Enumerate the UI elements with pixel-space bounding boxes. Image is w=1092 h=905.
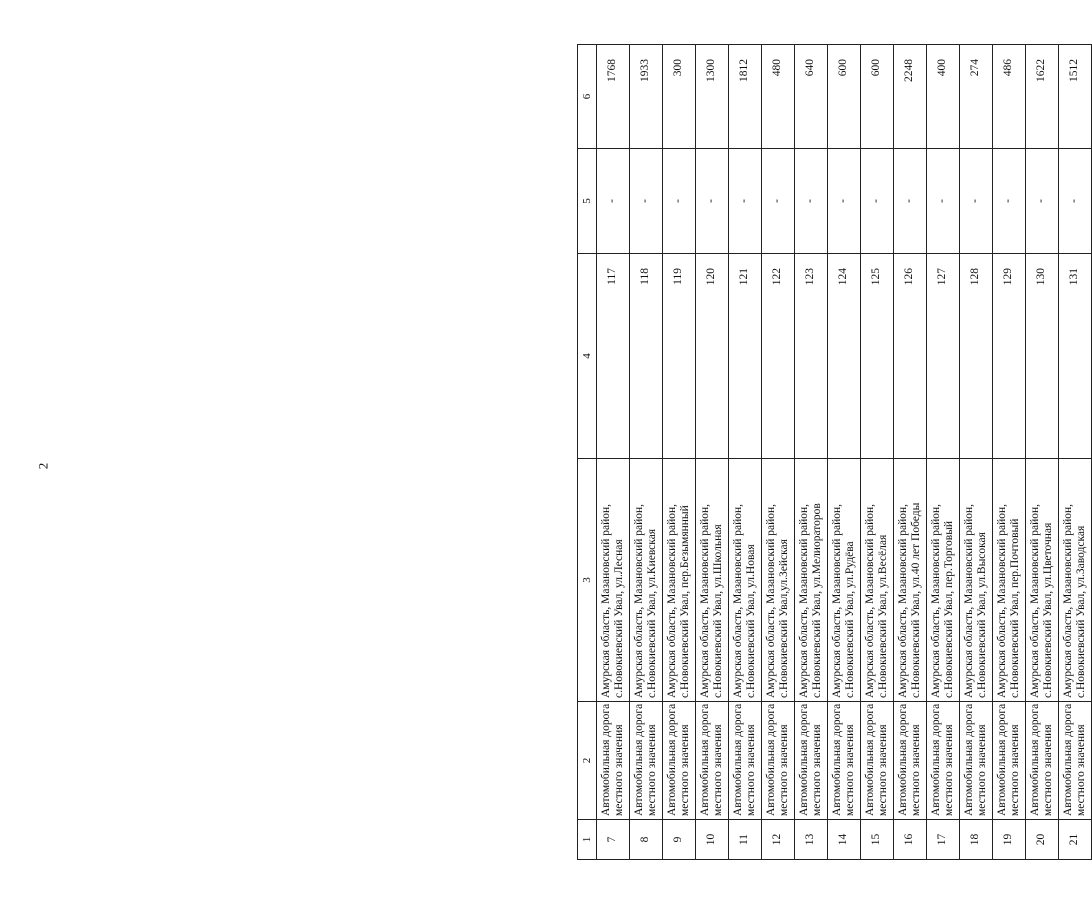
column-5-cell bbox=[927, 149, 960, 254]
road-name-cell-text: Автомобильная дорога bbox=[929, 703, 942, 816]
column-4-cell-text: 119 bbox=[672, 268, 685, 285]
table-row bbox=[663, 45, 696, 860]
table-row bbox=[1026, 45, 1059, 860]
address-cell-text: Амурская область, Мазановский район, bbox=[632, 503, 645, 698]
column-6-cell bbox=[894, 45, 927, 149]
column-6-cell-text: 274 bbox=[969, 59, 982, 77]
row-number-cell-text: 13 bbox=[804, 833, 817, 846]
column-6-cell-text: 1933 bbox=[639, 59, 652, 82]
row-number-cell-text: 17 bbox=[936, 833, 949, 846]
column-4-cell-text: 125 bbox=[870, 268, 883, 286]
column-5-cell bbox=[894, 149, 927, 254]
address-cell-text: с.Новокиевский Увал, ул.Школьная bbox=[712, 524, 724, 698]
column-5-cell-text: - bbox=[639, 199, 652, 203]
table-row bbox=[861, 45, 894, 860]
column-4-cell-text: 127 bbox=[936, 268, 949, 286]
row-number-cell-text: 9 bbox=[672, 836, 685, 843]
road-name-cell-text: местного значения bbox=[712, 724, 724, 816]
column-5-cell-text: - bbox=[903, 199, 916, 203]
row-number-cell-text: 7 bbox=[606, 836, 619, 843]
table-row bbox=[894, 45, 927, 860]
column-4-cell-text: 117 bbox=[606, 268, 619, 285]
road-name-cell-text: местного значения bbox=[745, 724, 757, 816]
column-5-cell bbox=[861, 149, 894, 254]
road-name-cell-text: местного значения bbox=[943, 724, 955, 816]
road-name-cell-text: Автомобильная дорога bbox=[863, 703, 876, 816]
road-name-cell bbox=[894, 702, 927, 820]
row-number-cell bbox=[1026, 820, 1059, 860]
column-header-2: 2 bbox=[578, 702, 597, 820]
table-row bbox=[828, 45, 861, 860]
column-6-cell-text: 1622 bbox=[1035, 59, 1048, 82]
road-name-cell-text: Автомобильная дорога bbox=[1061, 703, 1074, 816]
column-6-cell bbox=[729, 45, 762, 149]
address-cell-text: с.Новокиевский Увал, пер.Безымянный bbox=[679, 505, 691, 698]
column-5-cell-text: - bbox=[1002, 199, 1015, 203]
column-4-cell bbox=[696, 254, 729, 459]
road-name-cell-text: Автомобильная дорога bbox=[764, 703, 777, 816]
column-6-cell-text: 1812 bbox=[738, 59, 751, 82]
road-name-cell bbox=[993, 702, 1026, 820]
row-number-cell-text: 11 bbox=[738, 833, 751, 846]
address-cell-text: с.Новокиевский Увал, ул.Мелиораторов bbox=[811, 503, 823, 698]
address-cell-text: с.Новокиевский Увал,ул.Зейская bbox=[778, 539, 790, 698]
address-cell bbox=[993, 459, 1026, 702]
address-cell-text: Амурская область, Мазановский район, bbox=[764, 503, 777, 698]
address-cell bbox=[894, 459, 927, 702]
row-number-cell bbox=[630, 820, 663, 860]
column-4-cell-text: 123 bbox=[804, 268, 817, 286]
road-name-cell bbox=[696, 702, 729, 820]
column-5-cell-text: - bbox=[837, 199, 850, 203]
row-number-cell bbox=[597, 820, 630, 860]
road-name-cell bbox=[795, 702, 828, 820]
road-name-cell-text: местного значения bbox=[679, 724, 691, 816]
column-5-cell bbox=[795, 149, 828, 254]
column-5-cell bbox=[762, 149, 795, 254]
row-number-cell-text: 15 bbox=[870, 833, 883, 846]
column-4-cell-text: 120 bbox=[705, 268, 718, 286]
address-cell-text: с.Новокиевский Увал, пер.Торговый bbox=[943, 520, 955, 698]
table-row bbox=[597, 45, 630, 860]
road-name-cell-text: местного значения bbox=[1042, 724, 1054, 816]
address-cell-text: с.Новокиевский Увал, ул.40 лет Победы bbox=[910, 502, 922, 698]
road-name-cell-text: местного значения bbox=[613, 724, 625, 816]
column-5-cell-text: - bbox=[1068, 199, 1081, 203]
column-6-cell bbox=[630, 45, 663, 149]
road-name-cell bbox=[630, 702, 663, 820]
address-cell-text: с.Новокиевский Увал, ул.Заводская bbox=[1075, 525, 1087, 698]
table-header bbox=[578, 45, 597, 860]
column-6-cell bbox=[1059, 45, 1092, 149]
column-4-cell bbox=[861, 254, 894, 459]
table-row bbox=[729, 45, 762, 860]
road-name-cell bbox=[762, 702, 795, 820]
page-number: 2 bbox=[35, 462, 51, 470]
column-5-cell-text: - bbox=[936, 199, 949, 203]
column-4-cell-text: 129 bbox=[1002, 268, 1015, 286]
row-number-cell-text: 20 bbox=[1035, 833, 1048, 846]
road-name-cell bbox=[597, 702, 630, 820]
column-5-cell bbox=[630, 149, 663, 254]
column-4-cell bbox=[597, 254, 630, 459]
road-name-cell bbox=[1059, 702, 1092, 820]
table-row bbox=[696, 45, 729, 860]
column-6-cell bbox=[861, 45, 894, 149]
column-4-cell-text: 128 bbox=[969, 268, 982, 286]
road-name-cell-text: местного значения bbox=[877, 724, 889, 816]
row-number-cell bbox=[696, 820, 729, 860]
road-name-cell-text: Автомобильная дорога bbox=[797, 703, 810, 816]
address-cell bbox=[597, 459, 630, 702]
row-number-cell bbox=[861, 820, 894, 860]
column-6-cell bbox=[696, 45, 729, 149]
column-4-cell-text: 126 bbox=[903, 268, 916, 286]
road-name-cell bbox=[861, 702, 894, 820]
address-cell-text: Амурская область, Мазановский район, bbox=[665, 503, 678, 698]
road-name-cell bbox=[663, 702, 696, 820]
address-cell-text: с.Новокиевский Увал, ул.Высокая bbox=[976, 532, 988, 698]
address-cell-text: с.Новокиевский Увал, ул.Новая bbox=[745, 544, 757, 698]
table-row bbox=[993, 45, 1026, 860]
table-row bbox=[960, 45, 993, 860]
row-number-cell-text: 12 bbox=[771, 833, 784, 846]
column-5-cell bbox=[1026, 149, 1059, 254]
registry-table bbox=[577, 44, 1092, 860]
column-5-cell bbox=[729, 149, 762, 254]
table-row bbox=[795, 45, 828, 860]
column-6-cell bbox=[993, 45, 1026, 149]
column-4-cell-text: 118 bbox=[639, 268, 652, 285]
column-6-cell bbox=[960, 45, 993, 149]
road-name-cell-text: Автомобильная дорога bbox=[962, 703, 975, 816]
address-cell-text: с.Новокиевский Увал, ул.Лесная bbox=[613, 539, 625, 698]
address-cell bbox=[1059, 459, 1092, 702]
column-6-cell bbox=[927, 45, 960, 149]
address-cell bbox=[729, 459, 762, 702]
column-6-cell-text: 486 bbox=[1002, 59, 1015, 77]
column-6-cell-text: 640 bbox=[804, 59, 817, 77]
column-5-cell-text: - bbox=[672, 199, 685, 203]
row-number-cell bbox=[828, 820, 861, 860]
column-header-6: 6 bbox=[578, 45, 597, 149]
address-cell bbox=[1026, 459, 1059, 702]
road-name-cell bbox=[960, 702, 993, 820]
column-5-cell-text: - bbox=[804, 199, 817, 203]
column-5-cell bbox=[663, 149, 696, 254]
row-number-cell bbox=[663, 820, 696, 860]
column-6-cell-text: 1300 bbox=[705, 59, 718, 82]
column-5-cell bbox=[1059, 149, 1092, 254]
road-name-cell bbox=[729, 702, 762, 820]
row-number-cell bbox=[894, 820, 927, 860]
address-cell-text: Амурская область, Мазановский район, bbox=[698, 503, 711, 698]
road-name-cell-text: местного значения bbox=[844, 724, 856, 816]
column-6-cell-text: 1768 bbox=[606, 59, 619, 82]
table-row bbox=[927, 45, 960, 860]
road-name-cell-text: Автомобильная дорога bbox=[1028, 703, 1041, 816]
column-6-cell-text: 600 bbox=[837, 59, 850, 77]
address-cell bbox=[630, 459, 663, 702]
road-name-cell-text: местного значения bbox=[646, 724, 658, 816]
address-cell bbox=[828, 459, 861, 702]
address-cell-text: Амурская область, Мазановский район, bbox=[896, 503, 909, 698]
column-6-cell bbox=[795, 45, 828, 149]
column-5-cell bbox=[696, 149, 729, 254]
address-cell bbox=[927, 459, 960, 702]
road-name-cell-text: Автомобильная дорога bbox=[995, 703, 1008, 816]
address-cell-text: с.Новокиевский Увал, ул.Весёлая bbox=[877, 534, 889, 698]
column-header-1: 1 bbox=[578, 820, 597, 860]
column-5-cell bbox=[597, 149, 630, 254]
table-row bbox=[762, 45, 795, 860]
address-cell-text: Амурская область, Мазановский район, bbox=[962, 503, 975, 698]
column-4-cell bbox=[762, 254, 795, 459]
column-4-cell bbox=[960, 254, 993, 459]
column-4-cell bbox=[1059, 254, 1092, 459]
column-6-cell-text: 400 bbox=[936, 59, 949, 77]
column-5-cell bbox=[960, 149, 993, 254]
column-4-cell-text: 130 bbox=[1035, 268, 1048, 286]
address-cell-text: Амурская область, Мазановский район, bbox=[797, 503, 810, 698]
address-cell bbox=[795, 459, 828, 702]
row-number-cell bbox=[762, 820, 795, 860]
row-number-cell bbox=[960, 820, 993, 860]
row-number-cell-text: 18 bbox=[969, 833, 982, 846]
road-name-cell bbox=[828, 702, 861, 820]
column-4-cell bbox=[927, 254, 960, 459]
column-header-5: 5 bbox=[578, 149, 597, 254]
column-4-cell bbox=[729, 254, 762, 459]
column-5-cell-text: - bbox=[606, 199, 619, 203]
address-cell-text: Амурская область, Мазановский район, bbox=[1061, 503, 1074, 698]
table-row bbox=[630, 45, 663, 860]
column-4-cell-text: 121 bbox=[738, 268, 751, 286]
address-cell-text: Амурская область, Мазановский район, bbox=[599, 503, 612, 698]
column-4-cell-text: 124 bbox=[837, 268, 850, 286]
row-number-cell-text: 16 bbox=[903, 833, 916, 846]
table-body bbox=[597, 45, 1092, 860]
road-name-cell-text: местного значения bbox=[1009, 724, 1021, 816]
column-4-cell bbox=[828, 254, 861, 459]
column-6-cell-text: 1512 bbox=[1068, 59, 1081, 82]
row-number-cell-text: 21 bbox=[1068, 833, 1081, 846]
road-name-cell-text: местного значения bbox=[778, 724, 790, 816]
road-name-cell-text: местного значения bbox=[976, 724, 988, 816]
column-5-cell bbox=[828, 149, 861, 254]
column-5-cell-text: - bbox=[705, 199, 718, 203]
row-number-cell bbox=[729, 820, 762, 860]
row-number-cell-text: 10 bbox=[705, 833, 718, 846]
table-row bbox=[1059, 45, 1092, 860]
column-5-cell-text: - bbox=[738, 199, 751, 203]
address-cell-text: Амурская область, Мазановский район, bbox=[731, 503, 744, 698]
column-4-cell bbox=[663, 254, 696, 459]
column-header-4: 4 bbox=[578, 254, 597, 459]
address-cell bbox=[663, 459, 696, 702]
column-4-cell bbox=[630, 254, 663, 459]
address-cell bbox=[762, 459, 795, 702]
road-name-cell bbox=[927, 702, 960, 820]
row-number-cell bbox=[1059, 820, 1092, 860]
road-name-cell-text: Автомобильная дорога bbox=[665, 703, 678, 816]
column-5-cell-text: - bbox=[969, 199, 982, 203]
header-row bbox=[578, 45, 597, 860]
road-name-cell-text: Автомобильная дорога bbox=[698, 703, 711, 816]
address-cell-text: Амурская область, Мазановский район, bbox=[1028, 503, 1041, 698]
column-4-cell-text: 122 bbox=[771, 268, 784, 286]
address-cell-text: Амурская область, Мазановский район, bbox=[830, 503, 843, 698]
row-number-cell-text: 19 bbox=[1002, 833, 1015, 846]
road-name-cell-text: Автомобильная дорога bbox=[731, 703, 744, 816]
address-cell bbox=[861, 459, 894, 702]
row-number-cell bbox=[795, 820, 828, 860]
row-number-cell-text: 14 bbox=[837, 833, 850, 846]
column-4-cell-text: 131 bbox=[1068, 268, 1081, 286]
road-name-cell-text: Автомобильная дорога bbox=[896, 703, 909, 816]
road-name-cell-text: Автомобильная дорога bbox=[830, 703, 843, 816]
road-name-cell bbox=[1026, 702, 1059, 820]
column-header-3: 3 bbox=[578, 459, 597, 702]
column-6-cell-text: 300 bbox=[672, 59, 685, 77]
address-cell-text: Амурская область, Мазановский район, bbox=[929, 503, 942, 698]
address-cell-text: с.Новокиевский Увал, ул.Киевская bbox=[646, 528, 658, 698]
address-cell bbox=[696, 459, 729, 702]
road-name-cell-text: местного значения bbox=[910, 724, 922, 816]
column-6-cell bbox=[663, 45, 696, 149]
column-6-cell-text: 480 bbox=[771, 59, 784, 77]
row-number-cell bbox=[927, 820, 960, 860]
address-cell-text: с.Новокиевский Увал, пер.Почтовый bbox=[1009, 518, 1021, 698]
road-name-cell-text: Автомобильная дорога bbox=[599, 703, 612, 816]
row-number-cell bbox=[993, 820, 1026, 860]
column-6-cell bbox=[828, 45, 861, 149]
column-6-cell bbox=[762, 45, 795, 149]
column-4-cell bbox=[1026, 254, 1059, 459]
column-5-cell-text: - bbox=[1035, 199, 1048, 203]
column-4-cell bbox=[993, 254, 1026, 459]
address-cell-text: с.Новокиевский Увал, ул.Цветочная bbox=[1042, 522, 1054, 698]
column-6-cell bbox=[1026, 45, 1059, 149]
address-cell-text: с.Новокиевский Увал, ул.Рудёва bbox=[844, 541, 856, 698]
column-6-cell-text: 2248 bbox=[903, 59, 916, 82]
column-4-cell bbox=[795, 254, 828, 459]
address-cell-text: Амурская область, Мазановский район, bbox=[995, 503, 1008, 698]
address-cell bbox=[960, 459, 993, 702]
column-6-cell bbox=[597, 45, 630, 149]
address-cell-text: Амурская область, Мазановский район, bbox=[863, 503, 876, 698]
road-name-cell-text: местного значения bbox=[811, 724, 823, 816]
column-5-cell-text: - bbox=[771, 199, 784, 203]
column-6-cell-text: 600 bbox=[870, 59, 883, 77]
row-number-cell-text: 8 bbox=[639, 836, 652, 843]
road-name-cell-text: Автомобильная дорога bbox=[632, 703, 645, 816]
road-name-cell-text: местного значения bbox=[1075, 724, 1087, 816]
column-5-cell-text: - bbox=[870, 199, 883, 203]
column-5-cell bbox=[993, 149, 1026, 254]
column-4-cell bbox=[894, 254, 927, 459]
